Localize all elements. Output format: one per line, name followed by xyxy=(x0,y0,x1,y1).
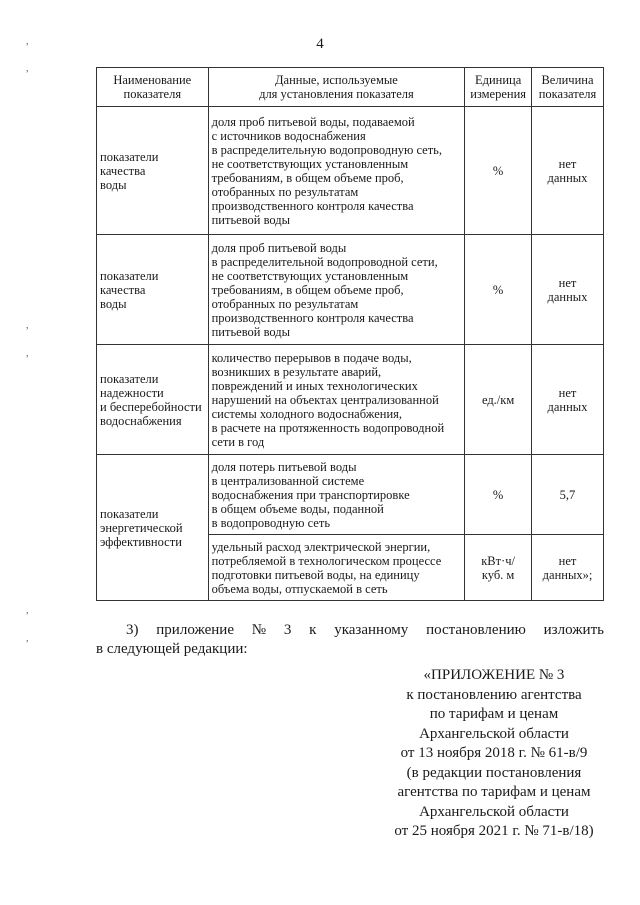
appendix-line: от 25 ноября 2021 г. № 71-в/18) xyxy=(394,823,594,839)
appendix-heading xyxy=(388,666,600,842)
indicator-unit: ед./км xyxy=(465,345,532,455)
appendix-line: к постановлению агентства xyxy=(406,686,582,703)
paragraph-word: к xyxy=(309,622,317,638)
table-row xyxy=(97,107,604,235)
table-row xyxy=(97,235,604,345)
indicator-description: удельный расход электрической энергии, потребляемой в технологическом процессе подготовки питьевой воды, на единицу объема воды, отпускаемой в сеть xyxy=(208,535,465,601)
paragraph-first-line xyxy=(96,621,604,640)
indicator-name: показатели надежности и бесперебойности водоснабжения xyxy=(97,345,209,455)
appendix-line: Архангельской области xyxy=(419,803,569,820)
indicator-name: показатели энергетической эффективности xyxy=(97,455,209,601)
table-row xyxy=(97,345,604,455)
indicator-name: показатели качества воды xyxy=(97,107,209,235)
appendix-line: «ПРИЛОЖЕНИЕ № 3 xyxy=(423,667,565,683)
indicator-name: показатели качества воды xyxy=(97,235,209,345)
appendix-line: Архангельской области xyxy=(419,725,569,742)
paragraph-word: № xyxy=(251,622,267,638)
margin-mark: , xyxy=(26,320,29,331)
paragraph-word: постановлению xyxy=(426,622,526,638)
indicator-unit: % xyxy=(465,455,532,535)
appendix-line: по тарифам и ценам xyxy=(429,706,559,722)
indicator-value: нет данных xyxy=(531,235,603,345)
indicator-value: нет данных xyxy=(531,345,603,455)
indicators-table xyxy=(96,67,604,601)
table-header-row xyxy=(97,68,604,107)
amendment-paragraph xyxy=(96,621,604,659)
header-unit: Единица измерения xyxy=(465,68,532,107)
appendix-line: агентства по тарифам и ценам xyxy=(397,784,591,800)
indicator-unit: кВт·ч/ куб. м xyxy=(465,535,532,601)
table-row xyxy=(97,455,604,535)
indicator-value: 5,7 xyxy=(531,455,603,535)
paragraph-word: 3 xyxy=(283,622,292,638)
indicator-description: доля проб питьевой воды, подаваемой с источников водоснабжения в распределительную водопроводную сеть, не соответствующих установленным требованиям, в общем объеме проб, отобранных по результатам производственного контроля качества питьевой воды xyxy=(208,107,465,235)
margin-mark: , xyxy=(26,633,29,644)
indicator-value: нет данных»; xyxy=(531,535,603,601)
paragraph-word: 3) xyxy=(126,622,139,638)
indicator-description: доля проб питьевой воды в распределительной водопроводной сети, не соответствующих установленным требованиям, в общем объеме проб, отобранных по результатам производственного контроля качества питьевой воды xyxy=(208,235,465,345)
appendix-line: от 13 ноября 2018 г. № 61-в/9 xyxy=(400,745,588,761)
indicator-unit: % xyxy=(465,107,532,235)
paragraph-word: приложение xyxy=(156,622,234,638)
appendix-line: (в редакции постановления xyxy=(406,764,582,781)
indicator-value: нет данных xyxy=(531,107,603,235)
header-indicator-name: Наименование показателя xyxy=(97,68,209,107)
margin-mark: , xyxy=(26,36,29,47)
indicator-description: доля потерь питьевой воды в централизованной системе водоснабжения при транспортировке в общем объеме воды, поданной в водопроводную сеть xyxy=(208,455,465,535)
indicator-unit: % xyxy=(465,235,532,345)
margin-mark: , xyxy=(26,63,29,74)
margin-mark: , xyxy=(26,605,29,616)
header-value: Величина показателя xyxy=(531,68,603,107)
header-data-used: Данные, используемые для установления показателя xyxy=(208,68,465,107)
indicator-description: количество перерывов в подаче воды, возникших в результате аварий, повреждений и иных технологических нарушений на объектах централизованной системы холодного водоснабжения, в расчете на протяженность водопроводной сети в год xyxy=(208,345,465,455)
paragraph-word: изложить xyxy=(543,622,604,638)
margin-mark: , xyxy=(26,348,29,359)
page-number: 4 xyxy=(316,36,324,52)
paragraph-word: указанному xyxy=(334,622,409,638)
paragraph-second-line: в следующей редакции: xyxy=(96,641,248,657)
